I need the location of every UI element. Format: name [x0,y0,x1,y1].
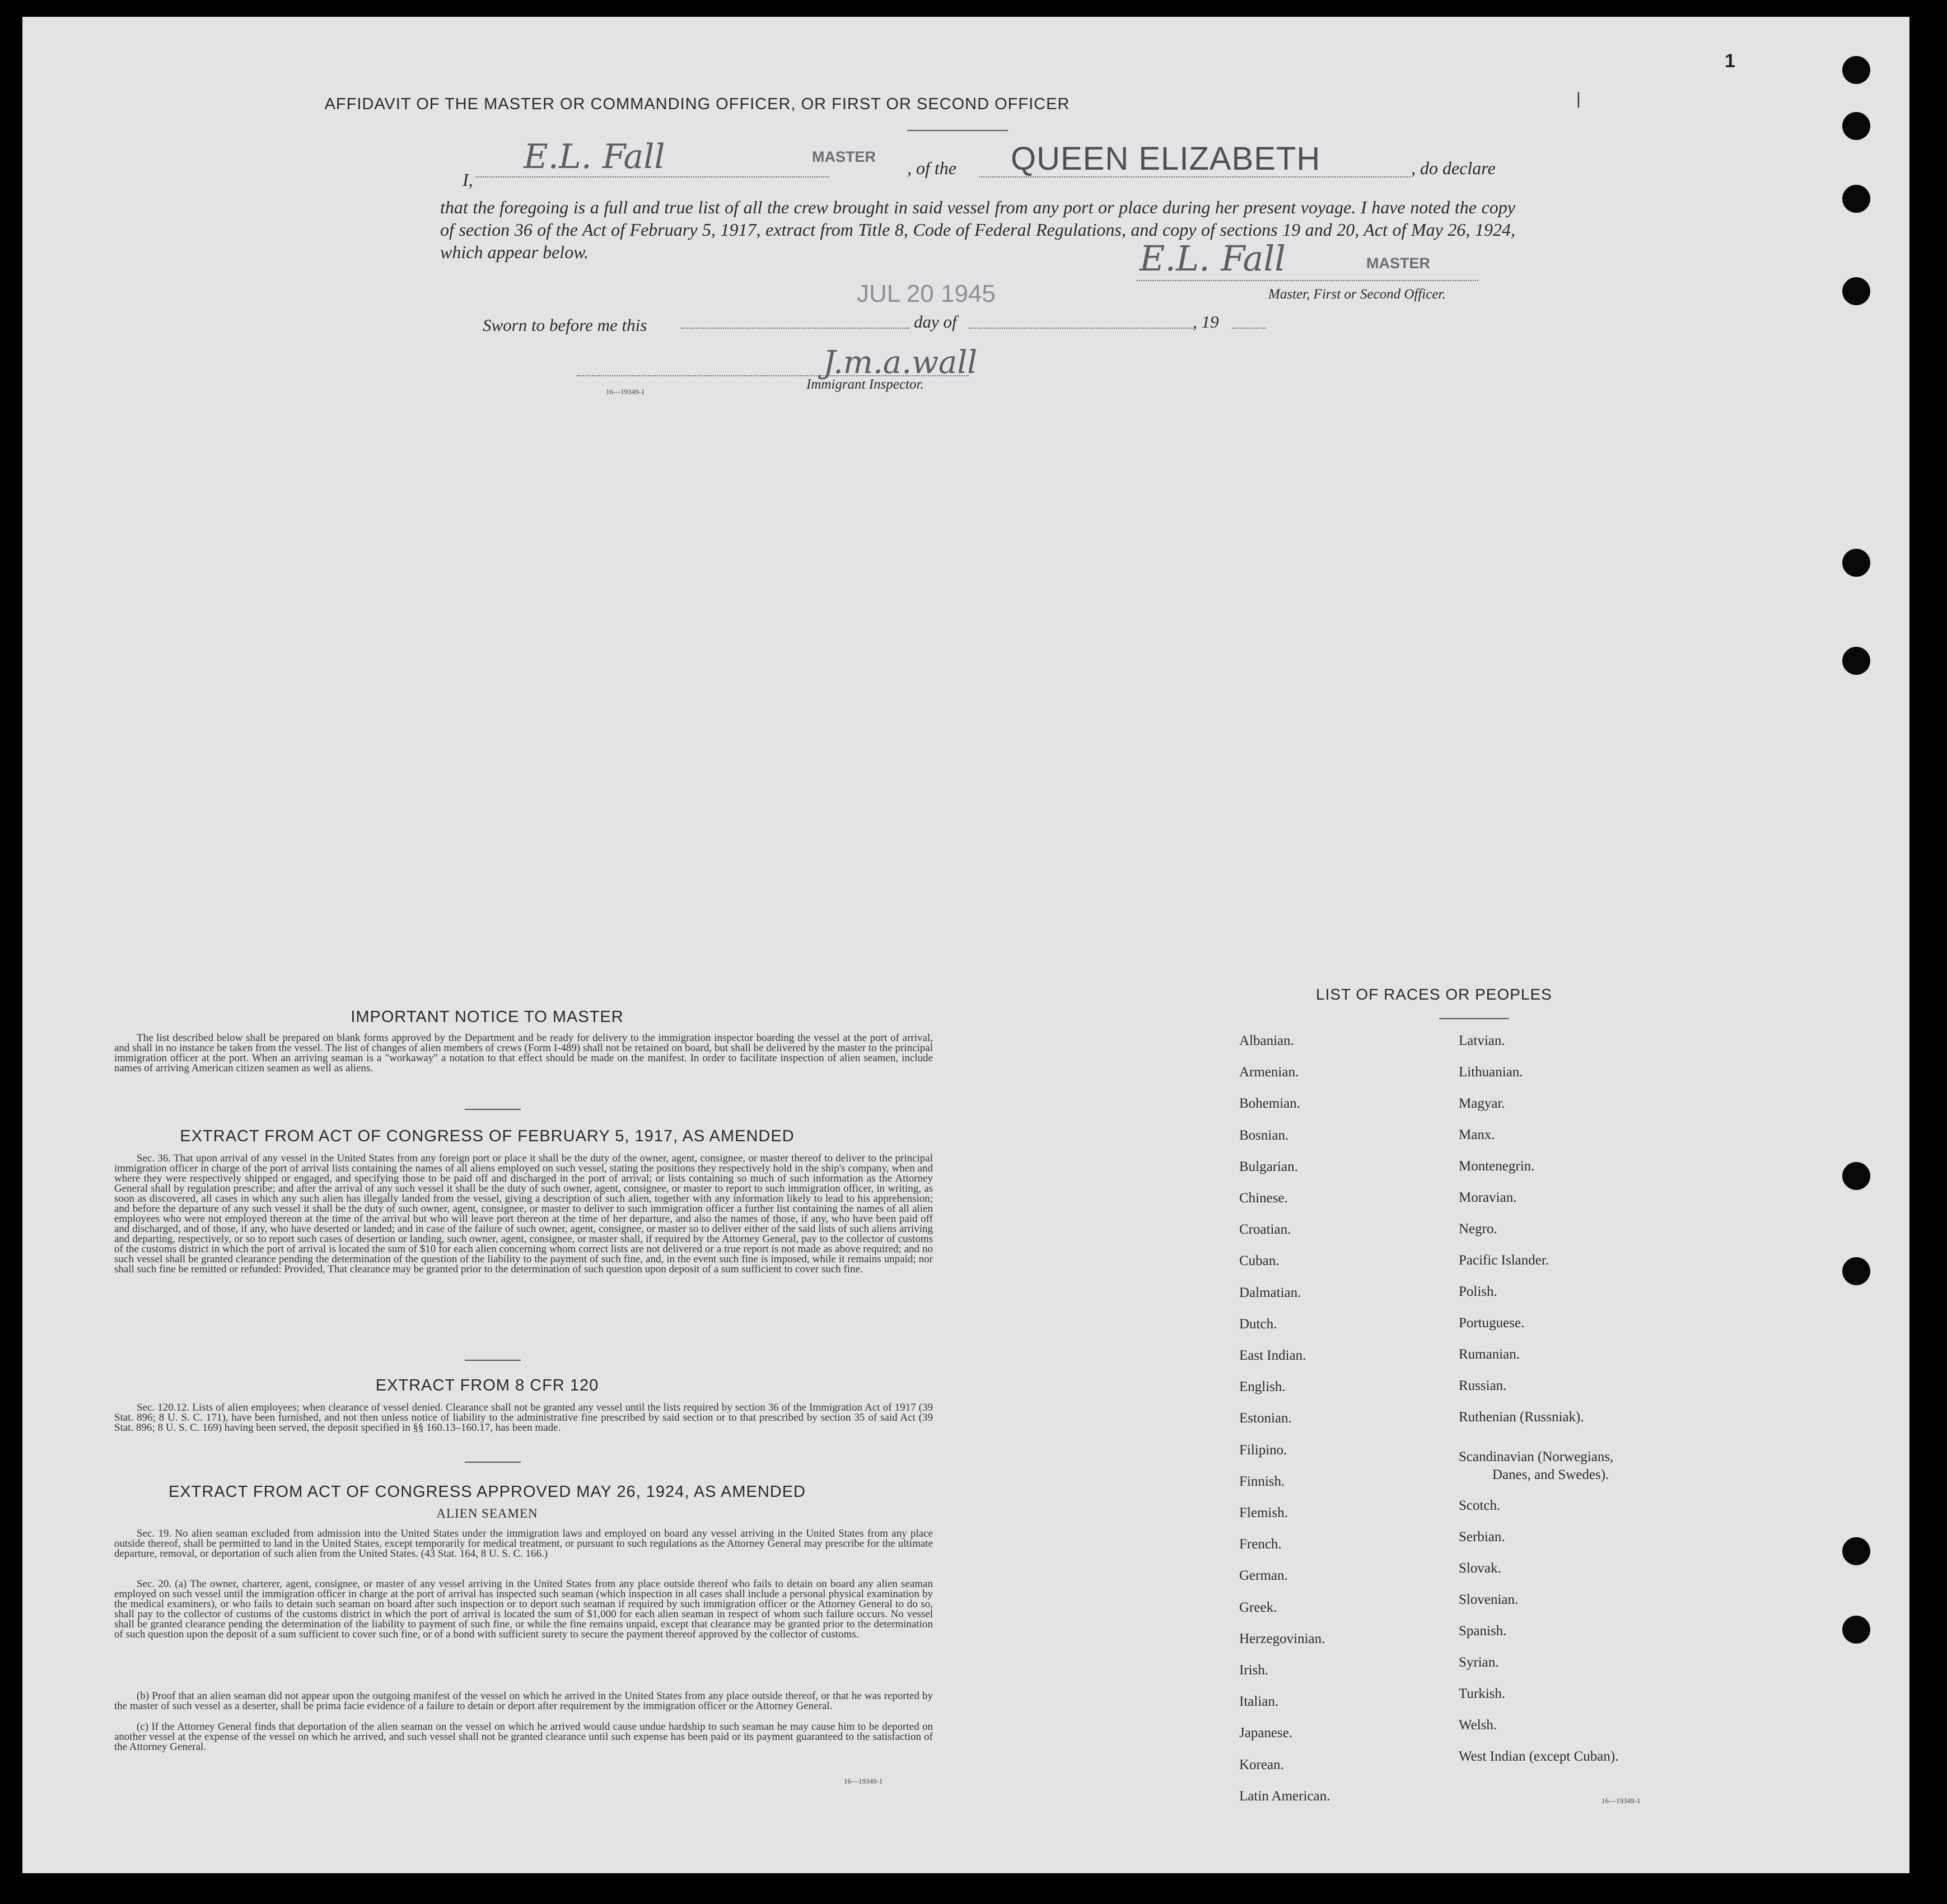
affidavit-title: AFFIDAVIT OF THE MASTER OR COMMANDING OFFICER, OR FIRST OR SECOND OFFICER [324,95,1070,113]
race-item: Spanish. [1459,1623,1507,1639]
race-item: Danes, and Swedes). [1492,1467,1609,1482]
race-item: Pacific Islander. [1459,1253,1549,1268]
master-stamp: MASTER [812,148,876,165]
master-name-line [476,176,829,178]
divider [465,1109,521,1110]
race-item: Polish. [1459,1284,1497,1299]
affidavit-body: that the foregoing is a full and true list of all the crew brought in said vessel from any port or place during her present voyage. I have noted the copy of section 36 of the Act of February 5, 1917, extract from Title 8, Code of Federal Regulations, and copy of sections 19 and 20, Act of May 26, 1924, which appear below. [440,197,1515,262]
race-item: Herzegovinian. [1239,1631,1325,1646]
punch-hole [1842,1257,1870,1285]
punch-hole [1842,185,1870,213]
race-item: Syrian. [1459,1655,1499,1670]
race-item: Slovenian. [1459,1592,1519,1607]
top-mark: | [1576,90,1581,108]
race-item: Flemish. [1239,1505,1288,1520]
signer-caption: Master, First or Second Officer. [1268,287,1446,302]
punch-hole [1842,112,1870,140]
of-the-label: , of the [907,158,956,178]
race-item: Estonian. [1239,1411,1292,1426]
race-item: Bohemian. [1239,1096,1301,1112]
punch-hole [1842,1616,1870,1644]
race-item: Chinese. [1239,1191,1288,1206]
notice-title: IMPORTANT NOTICE TO MASTER [351,1008,624,1026]
race-item: Scotch. [1459,1498,1501,1513]
i-label: I, [463,170,473,190]
race-item: Bosnian. [1239,1127,1289,1143]
race-item: Welsh. [1459,1718,1497,1733]
month-line [969,328,1193,329]
punch-hole [1842,1537,1870,1565]
extract-cfr-text: Sec. 120.12. Lists of alien employees; when clearance of vessel denied. Clearance shall not be granted any vessel until the lists required by section 36 of the Immigration Act of 1917 (39 Stat. 896; 8 U. S. C. 171), have been furnished, and not then unless notice of liability to the administrative fine prescribed by said section or to that prescribed by section 35 of said Act (39 Stat. 896; 8 U. S. C. 169) having been served, the deposit specified in §§ 160.13–160.17, has been made. [114,1402,933,1434]
year-line [1232,328,1266,329]
race-item: Finnish. [1239,1473,1285,1489]
race-item: Armenian. [1239,1065,1299,1080]
races-title: LIST OF RACES OR PEOPLES [1316,986,1552,1003]
sec20c-text: (c) If the Attorney General finds that deportation of the alien seaman on the vessel on which he arrived would cause undue hardship to such seaman he may cause him to be deported on another vessel at the expense of the vessel on which he arrived, and such vessel shall not be granted clearance until such expense has been paid or its payment guaranteed to the satisfaction of the Attorney General. [114,1721,933,1753]
inspector-signature: J.m.a.wall [823,344,978,381]
race-item: Turkish. [1459,1686,1506,1701]
race-item: Italian. [1239,1694,1279,1710]
race-item: Russian. [1459,1378,1507,1393]
corner-mark: 1 [1725,50,1735,72]
sworn-label: Sworn to before me this [483,315,647,335]
punch-hole [1842,277,1870,305]
sec19-text: Sec. 19. No alien seaman excluded from admission into the United States under the immigration laws and employed on board any vessel arriving in the United States from any place outside thereof, shall be permitted to land in the United States, except temporarily for medical treatment, or pursuant to such regulations as the Attorney General may prescribe for the ultimate departure, removal, or deportation of such alien from the United States. (43 Stat. 164, 8 U. S. C. 166.) [114,1528,933,1560]
punch-hole [1842,56,1870,84]
year-label: , 19 [1193,312,1219,332]
punch-hole [1842,549,1870,577]
do-declare-label: , do declare [1411,158,1496,178]
inspector-line [577,375,969,376]
race-item: Moravian. [1459,1190,1517,1205]
race-item: Latin American. [1239,1788,1330,1804]
race-item: Dutch. [1239,1316,1277,1332]
signer-signature: E.L. Fall [1140,238,1286,279]
race-item: Montenegrin. [1459,1159,1535,1174]
divider [907,130,1008,131]
race-item: Magyar. [1459,1096,1505,1111]
race-item: Manx. [1459,1127,1495,1142]
signature-line [1137,280,1478,281]
race-item: Negro. [1459,1221,1497,1236]
race-item: Japanese. [1239,1725,1293,1741]
race-item: Lithuanian. [1459,1065,1523,1080]
master-signature: E.L. Fall [524,137,665,176]
punch-hole [1842,647,1870,675]
race-item: Albanian. [1239,1033,1294,1048]
sec20a-text: Sec. 20. (a) The owner, charterer, agent, consignee, or master of any vessel arriving in the United States from any place outside thereof who fails to detain on board any alien seaman employed on such vessel until the immigration officer in charge at the port of arrival has inspected such seaman (which inspection in all cases shall include a personal physical examination by the medical examiners), or who fails to detain such seaman on board after such inspection or to deport such seaman if required by such immigration officer or the Attorney General to do so, shall pay to the collector of customs of the customs district in which the port of arrival is located the sum of $1,000 for each alien seaman in respect of whom such failure occurs. No vessel shall be granted clearance pending the determination of the liability to payment of such fine, or while the fine remains unpaid, except that clearance may be granted prior to the determination of such question upon the deposit of a sum sufficient to cover such fine, or of a bond with sufficient surety to secure the payment thereof approved by the collector of customs. [114,1578,933,1640]
race-item: German. [1239,1568,1288,1584]
divider [465,1360,521,1361]
race-item: Bulgarian. [1239,1159,1298,1174]
notice-text: The list described below shall be prepared on blank forms approved by the Department and be ready for delivery to the immigration inspector boarding the vessel at the port of arrival, and shall in no instance be taken from the vessel. The list of changes of alien members of crews (Form I-489) shall not be retained on board, but shall be delivered by the master to the principal immigration officer at the port. When an arriving seaman is a "workaway" a notation to that effect should be made on the manifest. In order to facilitate inspection of alien seamen, include names of arriving American citizen seamen as well as aliens. [114,1032,933,1074]
extract-cfr-title: EXTRACT FROM 8 CFR 120 [375,1376,599,1394]
form-number: 16—19349-1 [844,1777,883,1785]
race-item: Scandinavian (Norwegians, [1459,1449,1614,1464]
race-item: West Indian (except Cuban). [1459,1749,1619,1764]
extract-1917-text: Sec. 36. That upon arrival of any vessel in the United States from any foreign port or place it shall be the duty of the owner, agent, consignee, or master thereof to deliver to the principal immigration officer in charge of the port of arrival lists containing the names of all aliens employed on such vessel, stating the positions they respectively hold in the ship's company, when and where they were respectively shipped or engaged, and specifying those to be paid off and discharged in the port of arrival; or lists containing so much of such information as the Attorney General shall by regulation prescribe; and after the arrival of any such vessel it shall be the duty of such owner, agent, consignee, or master to report to such immigration officer, in writing, as soon as discovered, all cases in which any such alien has illegally landed from the vessel, giving a description of such alien, together with any information likely to lead to his apprehension; and before the departure of any such vessel it shall be the duty of such owner, agent, consignee, or master to deliver to such immigration officer a further list containing the names of all alien employees who were not employed thereon at the time of the arrival but who will leave port thereon at the time of her departure, and also the names of those, if any, who have been paid off and discharged, and of those, if any, who have deserted or landed; and in case of the failure of such owner, agent, consignee, or master so to deliver either of the said lists of such aliens arriving and departing, respectively, or so to report such cases of desertion or landing, such owner, agent, consignee, or master shall, if required by the Attorney General, pay to the collector of customs of the customs district in which the port of arrival is located the sum of $10 for each alien concerning whom correct lists are not delivered or a true report is not made as above required; and no such vessel shall be granted clearance pending the determination of the question of the liability to the payment of such fine, and, in the event such fine is imposed, while it remains unpaid; nor shall such fine be remitted or refunded: Provided, That clearance may be granted prior to the determination of such question upon deposit of a sum sufficient to cover such fine. [114,1152,933,1275]
race-item: Dalmatian. [1239,1285,1301,1300]
race-item: Irish. [1239,1663,1269,1678]
race-item: Croatian. [1239,1222,1291,1238]
race-item: French. [1239,1537,1282,1552]
date-stamp: JUL 20 1945 [857,280,996,307]
extract-1924-subtitle: ALIEN SEAMEN [436,1506,538,1520]
extract-1917-title: EXTRACT FROM ACT OF CONGRESS OF FEBRUARY 5, 1917, AS AMENDED [180,1127,795,1145]
punch-hole [1842,1162,1870,1190]
race-item: Slovak. [1459,1561,1501,1576]
race-item: Filipino. [1239,1442,1287,1458]
divider [1439,1018,1509,1019]
race-item: Serbian. [1459,1529,1505,1544]
vessel-name-stamp: QUEEN ELIZABETH [1011,141,1321,177]
day-label: day of [914,312,957,332]
extract-1924-title: EXTRACT FROM ACT OF CONGRESS APPROVED MAY 26, 1924, AS AMENDED [169,1483,806,1501]
inspector-caption: Immigrant Inspector. [806,377,924,392]
sec20b-text: (b) Proof that an alien seaman did not appear upon the outgoing manifest of the vessel on which he arrived in the United States from any place outside thereof, or that he was reported by the master of such vessel as a deserter, shall be prima facie evidence of a failure to detain or deport after requirement by the immigration officer or the Attorney General. [114,1690,933,1712]
race-item: East Indian. [1239,1348,1306,1363]
day-line [681,328,909,329]
signer-stamp: MASTER [1366,255,1430,272]
race-item: Korean. [1239,1757,1284,1772]
race-item: Ruthenian (Russniak). [1459,1410,1584,1425]
document-page [22,17,1909,1873]
race-item: English. [1239,1379,1286,1395]
race-item: Portuguese. [1459,1315,1525,1331]
form-number: 16—19349-1 [1602,1796,1641,1805]
race-item: Latvian. [1459,1033,1505,1048]
race-item: Greek. [1239,1599,1277,1615]
race-item: Cuban. [1239,1253,1280,1269]
race-item: Rumanian. [1459,1347,1520,1362]
form-number: 16—19349-1 [606,388,645,396]
divider [465,1462,521,1463]
